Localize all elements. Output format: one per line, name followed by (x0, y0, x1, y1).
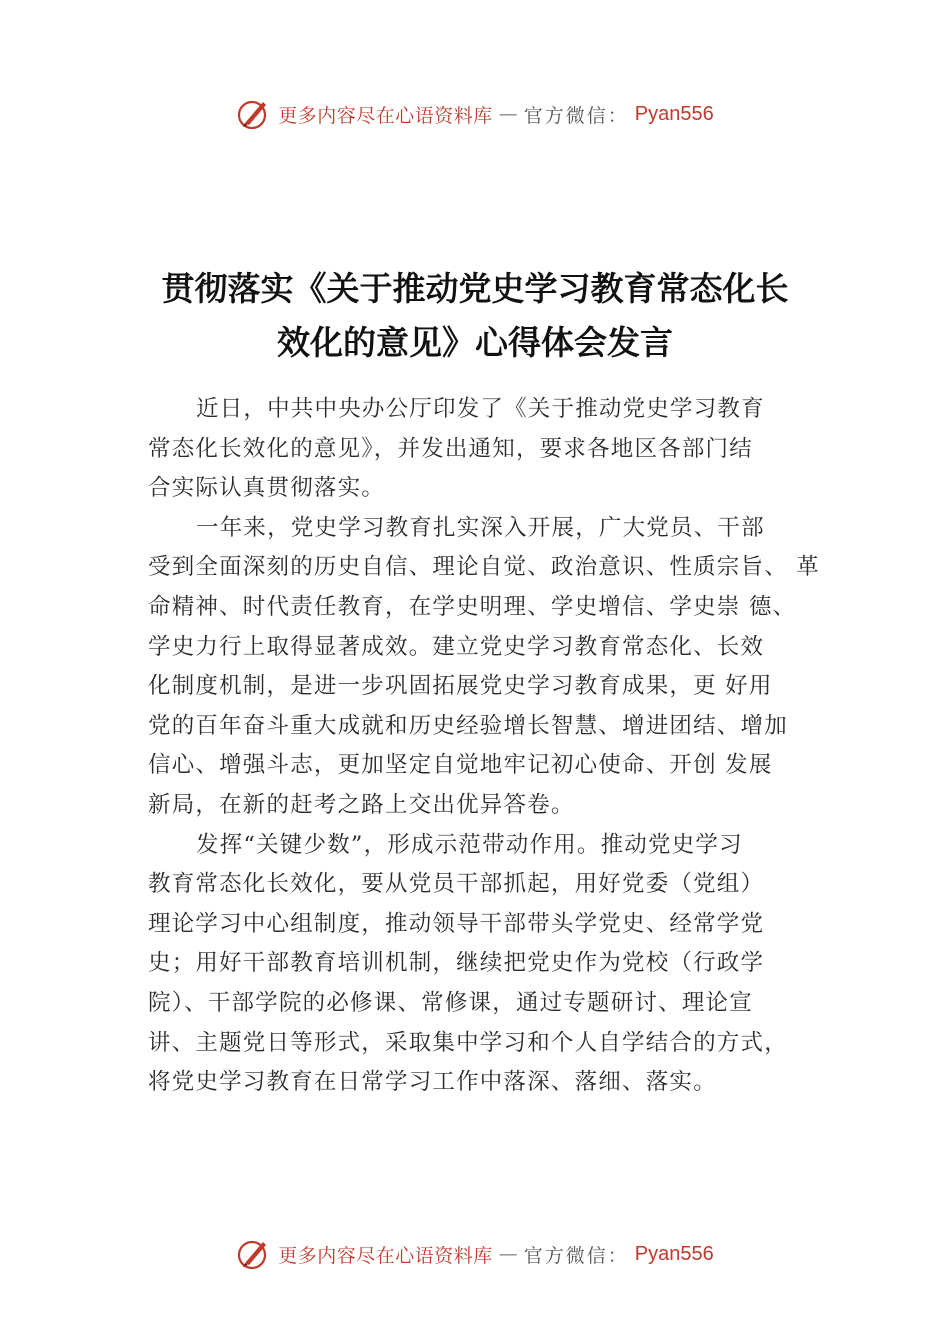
paragraph-line: 党的百年奋斗重大成就和历史经验增长智慧、增进团结、增加 (148, 712, 788, 739)
header-banner (0, 96, 950, 132)
banner-main-text: 更多内容尽在心语资料库 (278, 104, 493, 127)
paragraph-line: 合实际认真贯彻落实。 (148, 475, 386, 502)
banner-wechat-label: 官方微信： (523, 1244, 629, 1267)
paragraph-line: 发挥“关键少数”，形成示范带动作用。推动党史学习 (196, 831, 743, 858)
document-body (148, 390, 838, 1103)
banner-separator: — (498, 1243, 518, 1265)
paragraph-line: 理论学习中心组制度，推动领导干部带头学党史、经常学党 (148, 910, 765, 937)
banner-main-text: 更多内容尽在心语资料库 (278, 1244, 493, 1267)
quill-logo-icon (236, 1236, 272, 1272)
paragraph-line: 受到全面深刻的历史自信、理论自觉、政治意识、性质宗旨、 革 (148, 554, 820, 581)
paragraph-line: 常态化长效化的意见》，并发出通知，要求各地区各部门结 (148, 435, 753, 462)
paragraph-3 (148, 826, 838, 1103)
banner-wechat-label: 官方微信： (523, 104, 629, 127)
paragraph-line: 化制度机制，是进一步巩固拓展党史学习教育成果，更 好用 (148, 673, 773, 700)
banner-wechat-id: Pyan556 (634, 1242, 714, 1265)
document-title (100, 262, 850, 370)
banner-wechat-id: Pyan556 (634, 102, 714, 125)
paragraph-line: 史；用好干部教育培训机制，继续把党史作为党校（行政学 (148, 950, 765, 977)
paragraph-1 (148, 390, 838, 509)
banner-separator: — (498, 103, 518, 125)
paragraph-line: 院）、干部学院的必修课、常修课，通过专题研讨、理论宣 (148, 989, 753, 1016)
paragraph-line: 近日，中共中央办公厅印发了《关于推动党史学习教育 (196, 396, 765, 422)
paragraph-line: 学史力行上取得显著成效。建立党史学习教育常态化、长效 (148, 633, 765, 660)
paragraph-line: 信心、增强斗志，更加坚定自觉地牢记初心使命、开创 发展 (148, 752, 773, 779)
paragraph-line: 将党史学习教育在日常学习工作中落深、落细、落实。 (148, 1069, 717, 1096)
quill-logo-icon (236, 96, 272, 132)
paragraph-line: 教育常态化长效化，要从党员干部抓起，用好党委（党组） (148, 871, 765, 898)
paragraph-line: 新局，在新的赶考之路上交出优异答卷。 (148, 791, 575, 818)
title-line-2: 效化的意见》心得体会发言 (277, 323, 673, 362)
paragraph-line: 一年来，党史学习教育扎实深入开展，广大党员、干部 (196, 514, 765, 541)
paragraph-line: 讲、主题党日等形式，采取集中学习和个人自学结合的方式， (148, 1029, 788, 1056)
paragraph-line: 命精神、时代责任教育，在学史明理、学史增信、学史崇 德、 (148, 593, 797, 620)
title-line-1: 贯彻落实《关于推动党史学习教育常态化长 (161, 269, 789, 308)
paragraph-2 (148, 509, 838, 826)
footer-banner (0, 1236, 950, 1272)
